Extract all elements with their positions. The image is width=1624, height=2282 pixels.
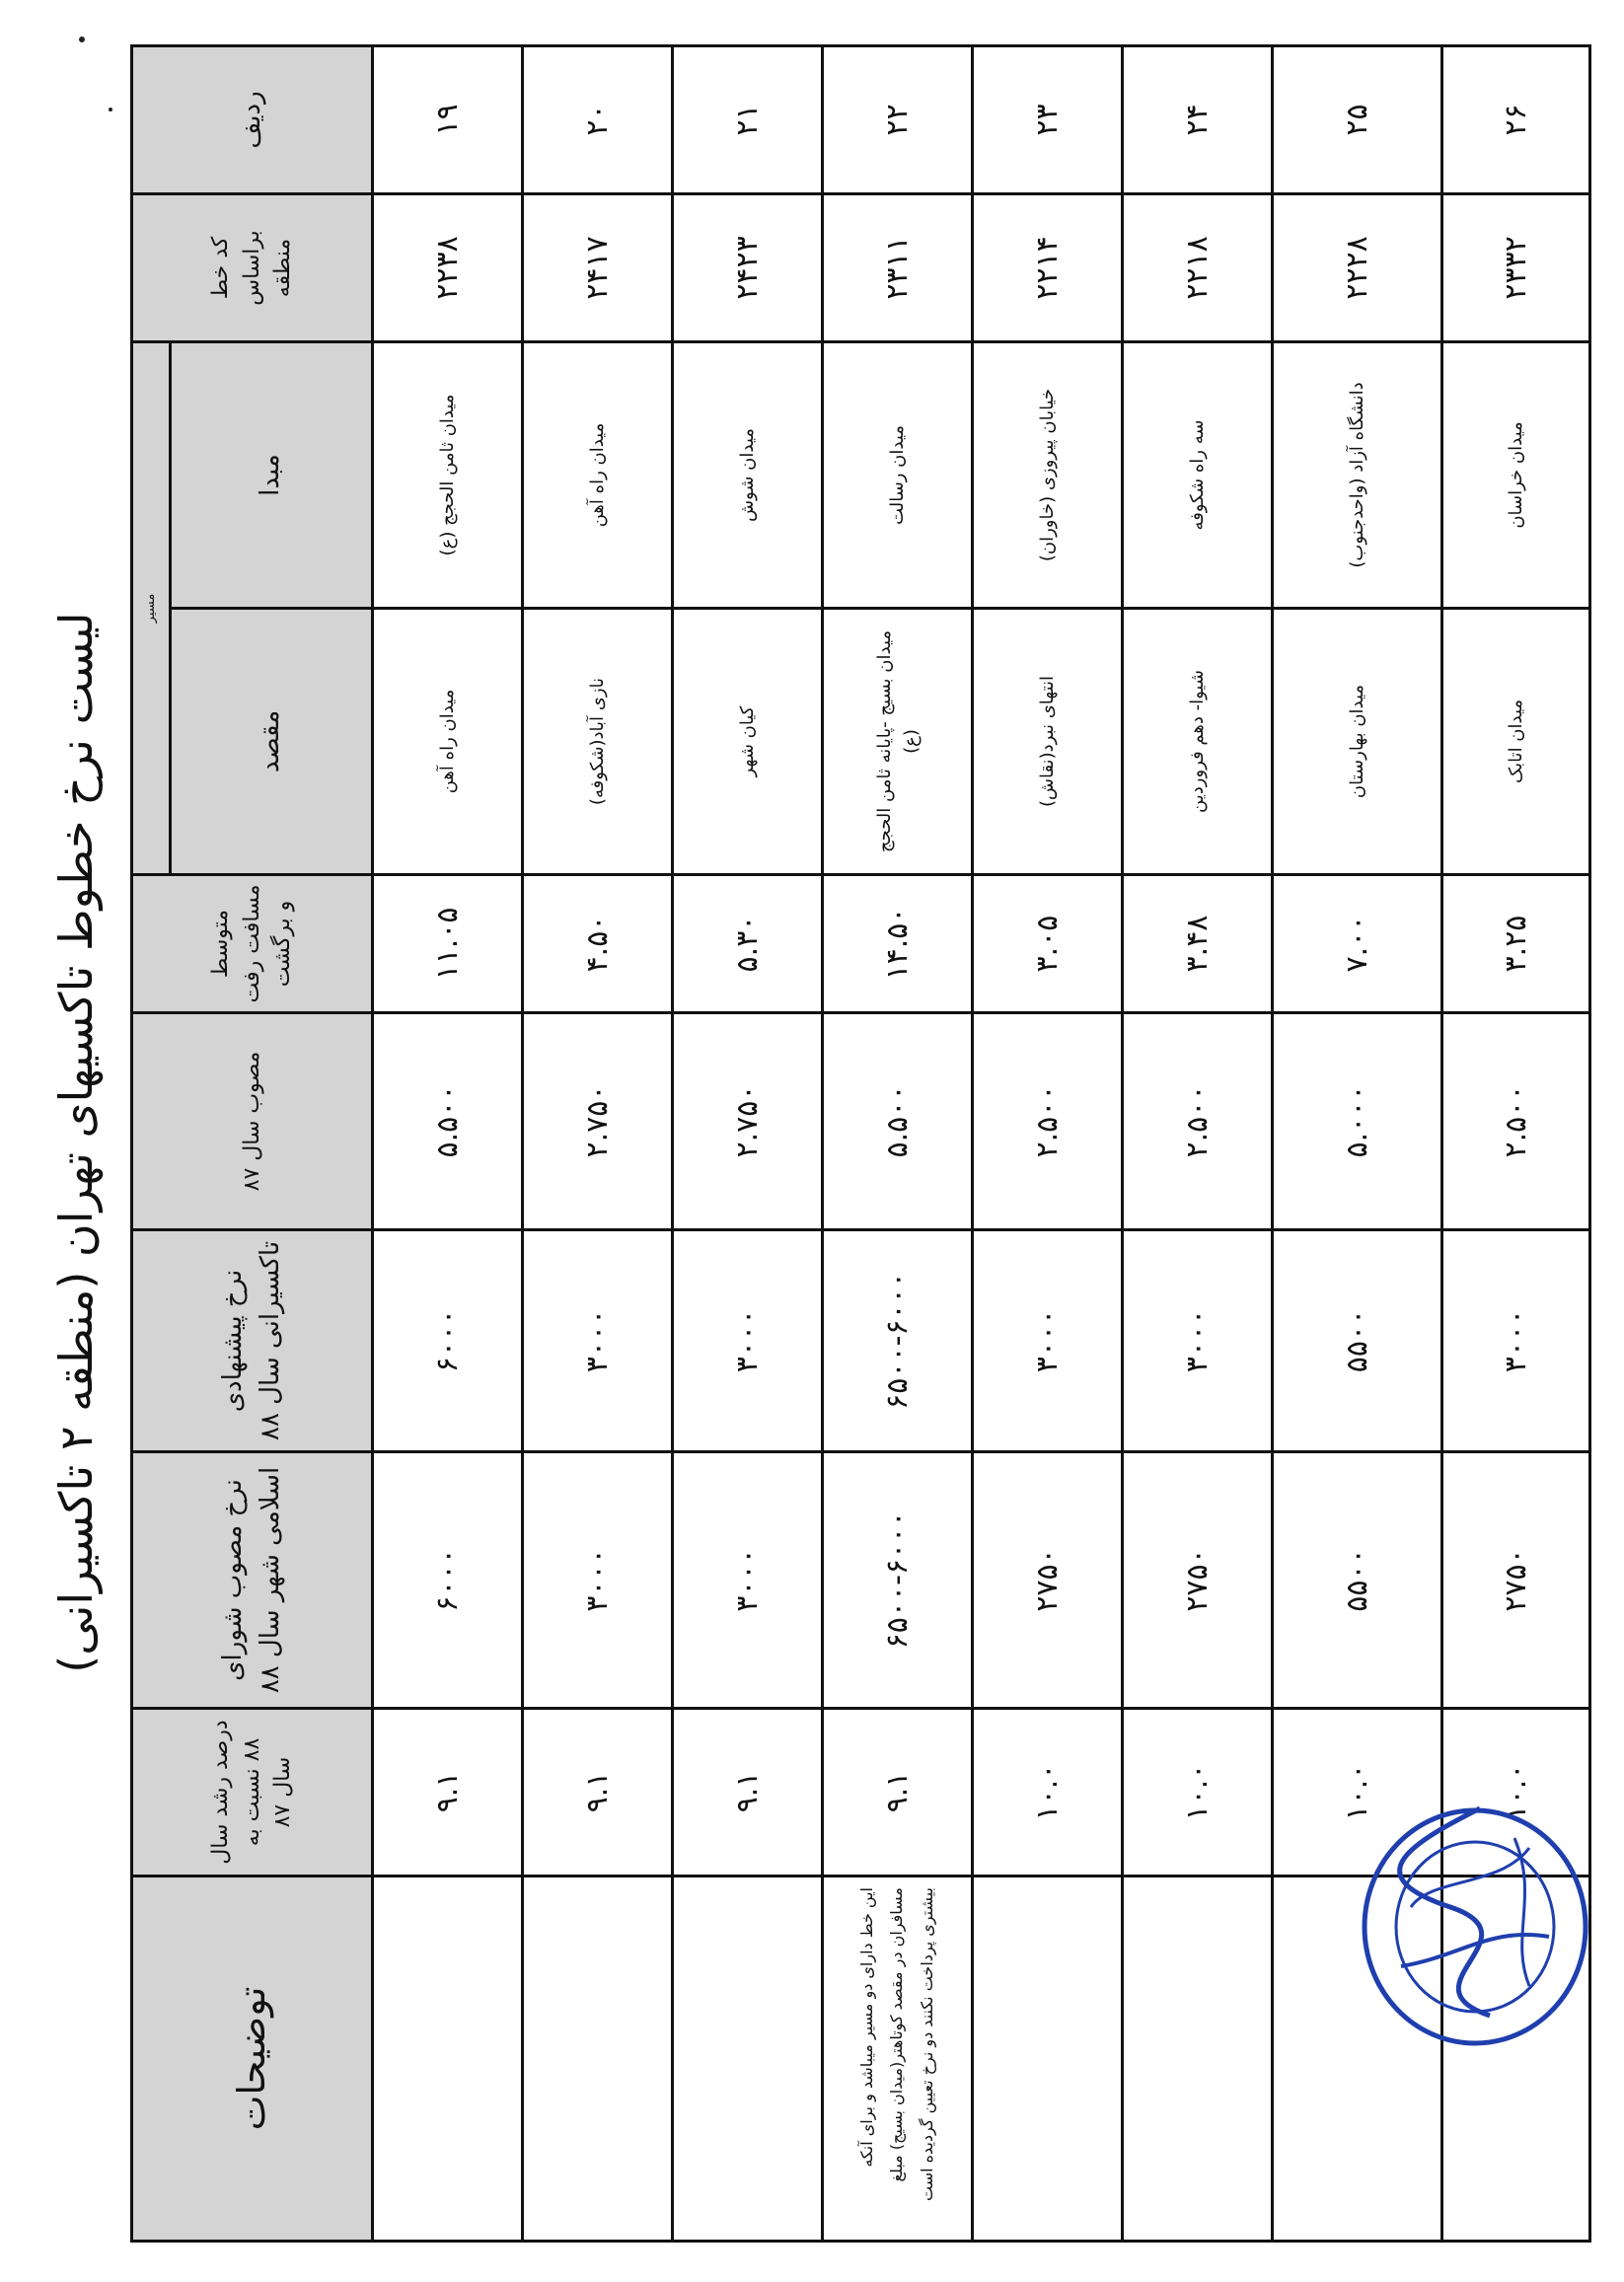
cell-origin: میدان خراسان (1442, 342, 1590, 609)
cell-destination: کیان شهر (673, 609, 823, 875)
table-row (1123, 46, 1273, 2242)
cell-approved-88: ۳۰۰۰ (673, 1452, 823, 1709)
cell-line-code: ۲۲۲۸ (1273, 194, 1442, 342)
cell-destination: میدان اتابک (1442, 609, 1590, 875)
cell-line-code: ۲۳۳۲ (1442, 194, 1590, 342)
cell-distance: ۳.۲۵ (1442, 875, 1590, 1013)
table-row (373, 46, 523, 2242)
cell-growth: ۹.۱ (673, 1709, 823, 1877)
cell-note (973, 1877, 1123, 2242)
cell-destination: میدان بهارستان (1273, 609, 1442, 875)
cell-growth: ۱۰.۰ (1123, 1709, 1273, 1877)
cell-destination: میدان راه آهن (373, 609, 523, 875)
cell-origin: میدان راه آهن (523, 342, 673, 609)
cell-distance: ۴.۵۰ (523, 875, 673, 1013)
cell-row-number: ۲۴ (1123, 46, 1273, 194)
cell-rate-87: ۲.۷۵۰ (523, 1013, 673, 1230)
header-proposed-88: نرخ پیشنهادی تاکسیرانی سال ۸۸ (132, 1230, 373, 1452)
table-row (973, 46, 1123, 2242)
header-route: مسیر (132, 342, 171, 875)
header-growth: درصد رشد سال ۸۸ نسبت به سال ۸۷ (132, 1709, 373, 1877)
table-row (823, 46, 973, 2242)
cell-approved-88: ۲۷۵۰ (1123, 1452, 1273, 1709)
cell-rate-87: ۲.۵۰۰ (973, 1013, 1123, 1230)
cell-proposed-88: ۳۰۰۰ (973, 1230, 1123, 1452)
header-row-number: ردیف (132, 46, 373, 194)
header-approved-88: نرخ مصوب شورای اسلامی شهر سال ۸۸ (132, 1452, 373, 1709)
cell-approved-88: ۶۵۰۰-۶۰۰۰ (823, 1452, 973, 1709)
table-row (673, 46, 823, 2242)
cell-line-code: ۲۴۲۳ (673, 194, 823, 342)
cell-growth: ۹.۱ (823, 1709, 973, 1877)
cell-origin: سه راه شکوفه (1123, 342, 1273, 609)
cell-row-number: ۲۶ (1442, 46, 1590, 194)
cell-origin: میدان شوش (673, 342, 823, 609)
cell-approved-88: ۲۷۵۰ (973, 1452, 1123, 1709)
cell-note: این خط دارای دو مسیر میباشد و برای آنکه مسافران در مقصد کوتاهتر(میدان بسیج) مبلغ بیشتری پرداخت نکنند دو نرخ تعیین گردیده است (823, 1877, 973, 2242)
cell-distance: ۵.۳۰ (673, 875, 823, 1013)
cell-line-code: ۲۲۱۴ (973, 194, 1123, 342)
cell-destination: نازی آباد(شکوفه) (523, 609, 673, 875)
table-row (523, 46, 673, 2242)
cell-distance: ۳.۴۸ (1123, 875, 1273, 1013)
scan-speck (79, 37, 85, 42)
cell-origin: دانشگاه آزاد (واحدجنوب) (1273, 342, 1442, 609)
cell-rate-87: ۵.۵۰۰ (373, 1013, 523, 1230)
cell-proposed-88: ۶۵۰۰-۶۰۰۰ (823, 1230, 973, 1452)
cell-line-code: ۲۳۱۱ (823, 194, 973, 342)
cell-approved-88: ۲۷۵۰ (1442, 1452, 1590, 1709)
cell-rate-87: ۲.۵۰۰ (1123, 1013, 1273, 1230)
page-title: لیست نرخ خطوط تاکسیهای تهران (منطقه ۲ تاکسیرانی) (49, 612, 103, 1673)
scan-speck (109, 108, 112, 111)
header-distance: متوسط مسافت رفت و برگشت (132, 875, 373, 1013)
cell-destination: میدان بسیج -پایانه ثامن الحجج (ع) (823, 609, 973, 875)
header-line-code: کد خط براساس منطقه (132, 194, 373, 342)
cell-destination: شیوا- دهم فروردین (1123, 609, 1273, 875)
cell-growth: ۱۰.۰ (1442, 1709, 1590, 1877)
cell-origin: میدان ثامن الحجج (ع) (373, 342, 523, 609)
cell-distance: ۱۴.۵۰ (823, 875, 973, 1013)
cell-proposed-88: ۳۰۰۰ (523, 1230, 673, 1452)
cell-proposed-88: ۳۰۰۰ (1123, 1230, 1273, 1452)
cell-approved-88: ۶۰۰۰ (373, 1452, 523, 1709)
cell-note (673, 1877, 823, 2242)
cell-growth: ۹.۱ (373, 1709, 523, 1877)
cell-line-code: ۲۲۳۸ (373, 194, 523, 342)
cell-approved-88: ۳۰۰۰ (523, 1452, 673, 1709)
cell-note (523, 1877, 673, 2242)
cell-row-number: ۲۲ (823, 46, 973, 194)
cell-note (1123, 1877, 1273, 2242)
cell-row-number: ۲۱ (673, 46, 823, 194)
council-seal (1342, 1779, 1598, 2075)
header-origin: مبدا (171, 342, 373, 609)
cell-row-number: ۲۰ (523, 46, 673, 194)
cell-growth: ۱۰.۰ (1273, 1709, 1442, 1877)
cell-destination: انتهای نبرد(نقاش) (973, 609, 1123, 875)
cell-proposed-88: ۶۰۰۰ (373, 1230, 523, 1452)
cell-rate-87: ۲.۵۰۰ (1442, 1013, 1590, 1230)
cell-row-number: ۲۵ (1273, 46, 1442, 194)
cell-row-number: ۱۹ (373, 46, 523, 194)
cell-rate-87: ۵.۰۰۰ (1273, 1013, 1442, 1230)
cell-growth: ۱۰.۰ (973, 1709, 1123, 1877)
cell-note (373, 1877, 523, 2242)
cell-proposed-88: ۵۵۰۰ (1273, 1230, 1442, 1452)
cell-distance: ۱۱.۰۵ (373, 875, 523, 1013)
cell-proposed-88: ۳۰۰۰ (673, 1230, 823, 1452)
cell-approved-88: ۵۵۰۰ (1273, 1452, 1442, 1709)
cell-line-code: ۲۴۱۷ (523, 194, 673, 342)
cell-distance: ۷.۰۰ (1273, 875, 1442, 1013)
header-destination: مقصد (171, 609, 373, 875)
cell-origin: میدان رسالت (823, 342, 973, 609)
cell-row-number: ۲۳ (973, 46, 1123, 194)
header-rate-87: مصوب سال ۸۷ (132, 1013, 373, 1230)
cell-growth: ۹.۱ (523, 1709, 673, 1877)
cell-proposed-88: ۳۰۰۰ (1442, 1230, 1590, 1452)
cell-rate-87: ۵.۵۰۰ (823, 1013, 973, 1230)
cell-origin: خیابان پیروزی (خاوران) (973, 342, 1123, 609)
header-notes: توضیحات (132, 1877, 373, 2242)
cell-rate-87: ۲.۷۵۰ (673, 1013, 823, 1230)
cell-distance: ۳.۰۵ (973, 875, 1123, 1013)
cell-line-code: ۲۲۱۸ (1123, 194, 1273, 342)
